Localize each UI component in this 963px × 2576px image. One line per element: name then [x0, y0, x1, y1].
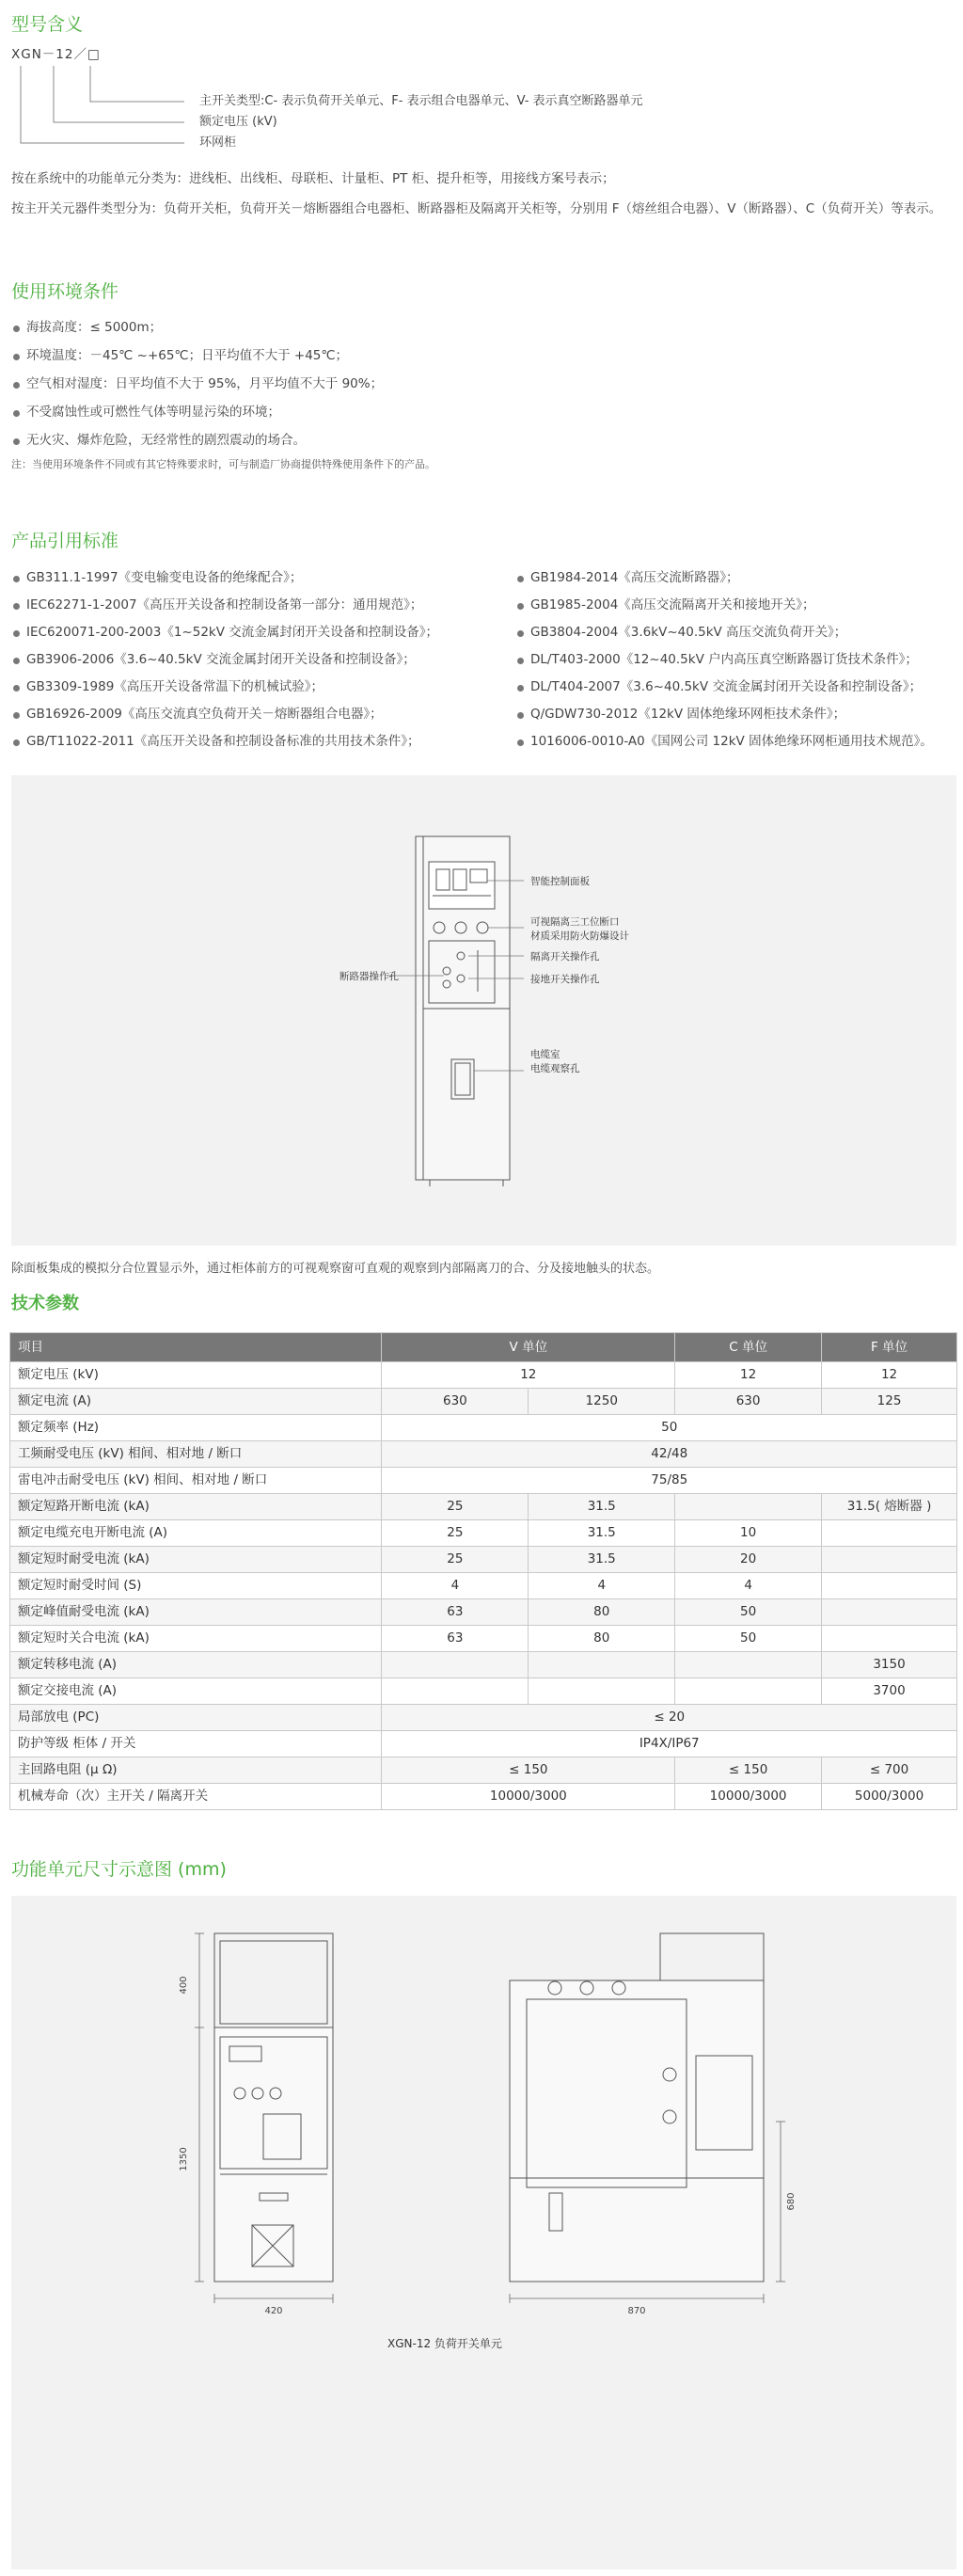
section-title-model: 型号含义: [11, 14, 84, 35]
tech-table-row: [10, 1573, 957, 1599]
tech-cell: 1250: [529, 1389, 675, 1415]
tech-row-label: 额定电缆充电开断电流 (A): [10, 1520, 382, 1547]
model-para-function: 按在系统中的功能单元分类为：进线柜、出线柜、母联柜、计量柜、PT 柜、提升柜等，用接线方案号表示；: [11, 171, 615, 186]
standard-item: DL/T404-2007《3.6~40.5kV 交流金属封闭开关设备和控制设备》；: [515, 677, 933, 705]
tech-row-label: 额定短路开断电流 (kA): [10, 1494, 382, 1520]
label-cable-hole: 电缆观察孔: [530, 1063, 580, 1074]
tech-cell: IP4X/IP67: [382, 1731, 957, 1757]
dimension-drawings: [11, 1896, 956, 2569]
tech-cell: [675, 1652, 822, 1678]
tech-cell: 50: [675, 1626, 822, 1652]
standard-item: GB3309-1989《高压开关设备常温下的机械试验》；: [11, 677, 438, 705]
tech-row-label: 主回路电阻 (μ Ω): [10, 1757, 382, 1784]
tech-cell: 630: [675, 1389, 822, 1415]
tech-cell: [822, 1573, 957, 1599]
label-breaker-hole: 断路器操作孔: [339, 971, 399, 982]
tech-cell: 10: [675, 1520, 822, 1547]
tech-cell: 25: [382, 1494, 529, 1520]
tech-cell: 10000/3000: [382, 1784, 675, 1810]
tech-table-row: [10, 1626, 957, 1652]
tech-row-label: 机械寿命（次）主开关 / 隔离开关: [10, 1784, 382, 1810]
front-cabinet-drawing: [11, 775, 956, 1246]
tech-cell: [529, 1678, 675, 1705]
standard-item: IEC62271-1-2007《高压开关设备和控制设备第一部分：通用规范》；: [11, 596, 438, 623]
tech-cell: 4: [529, 1573, 675, 1599]
standard-item: IEC620071-200-2003《1~52kV 交流金属封闭开关设备和控制设备》；: [11, 623, 438, 650]
standard-item: GB/T11022-2011《高压开关设备和控制设备标准的共用技术条件》；: [11, 732, 438, 759]
front-main-body: [214, 2027, 333, 2282]
tech-table-row: [10, 1547, 957, 1573]
tech-cell: 31.5( 熔断器 ): [822, 1494, 957, 1520]
tech-cell: ≤ 20: [382, 1705, 957, 1731]
model-line-switch-type: 主开关类型:C- 表示负荷开关单元、F- 表示组合电器单元、V- 表示真空断路器单元: [199, 94, 643, 108]
label-earth-switch: 接地开关操作孔: [530, 974, 600, 985]
tech-cell: 42/48: [382, 1441, 957, 1468]
tech-table-row: [10, 1599, 957, 1626]
section-title-tech: 技术参数: [11, 1294, 79, 1313]
section-title-dims: 功能单元尺寸示意图 (mm): [11, 1859, 227, 1880]
tech-row-label: 额定短时耐受时间 (S): [10, 1573, 382, 1599]
tech-cell: 10000/3000: [675, 1784, 822, 1810]
tech-row-label: 防护等级 柜体 / 开关: [10, 1731, 382, 1757]
tech-header-cell: 项目: [10, 1333, 382, 1362]
standard-item: GB3804-2004《3.6kV~40.5kV 高压交流负荷开关》；: [515, 623, 933, 650]
tech-cell: [822, 1626, 957, 1652]
tech-row-label: 局部放电 (PC): [10, 1705, 382, 1731]
standard-item: DL/T403-2000《12~40.5kV 户内高压真空断路器订货技术条件》；: [515, 650, 933, 677]
tech-cell: 4: [675, 1573, 822, 1599]
tech-row-label: 工频耐受电压 (kV) 相间、相对地 / 断口: [10, 1441, 382, 1468]
label-smart-panel: 智能控制面板: [530, 876, 590, 887]
standard-item: GB311.1-1997《变电输变电设备的绝缘配合》；: [11, 568, 438, 596]
env-note: 注：当使用环境条件不同或有其它特殊要求时，可与制造厂协商提供特殊使用条件下的产品。: [11, 458, 435, 470]
standard-item: GB1984-2014《高压交流断路器》；: [515, 568, 933, 596]
tech-cell: 31.5: [529, 1520, 675, 1547]
standards-list-left: [11, 568, 438, 759]
env-item: 环境温度：－45℃ ~+65℃；日平均值不大于 +45℃；: [11, 346, 383, 374]
tech-table-row: [10, 1784, 957, 1810]
standard-item: 1016006-0010-A0《国网公司 12kV 固体绝缘环网柜通用技术规范》。: [515, 732, 933, 759]
tech-cell: 50: [675, 1599, 822, 1626]
env-item: 海拔高度：≤ 5000m；: [11, 318, 383, 346]
front-top-box: [214, 1933, 333, 2027]
tech-cell: 12: [822, 1362, 957, 1389]
tech-header-cell: F 单位: [822, 1333, 957, 1362]
tech-row-label: 额定电压 (kV): [10, 1362, 382, 1389]
tech-cell: 630: [382, 1389, 529, 1415]
model-line-voltage: 额定电压 (kV): [199, 115, 277, 129]
tech-cell: 4: [382, 1573, 529, 1599]
label-window-2: 材质采用防火防爆设计: [530, 930, 629, 942]
tech-row-label: 额定电流 (A): [10, 1389, 382, 1415]
tech-cell: 12: [675, 1362, 822, 1389]
tech-table-row: [10, 1520, 957, 1547]
tech-cell: [382, 1678, 529, 1705]
model-para-type: 按主开关元器件类型分为：负荷开关柜，负荷开关－熔断器组合电器柜、断路器柜及隔离开关柜等，分别用 F（熔丝组合电器）、V（断路器）、C（负荷开关）等表示。: [11, 201, 942, 216]
dims-caption: XGN-12 负荷开关单元: [387, 2337, 502, 2350]
dim-400-label: 400: [179, 1976, 189, 1995]
tech-row-label: 额定频率 (Hz): [10, 1415, 382, 1441]
dim-1350-label: 1350: [179, 2147, 189, 2171]
tech-table-row: [10, 1468, 957, 1494]
standards-list-right: [515, 568, 933, 759]
front-diagram-panel: [11, 775, 956, 1246]
tech-cell: [822, 1547, 957, 1573]
tech-cell: [382, 1652, 529, 1678]
tech-cell: 63: [382, 1599, 529, 1626]
tech-cell: 12: [382, 1362, 675, 1389]
tech-header-cell: C 单位: [675, 1333, 822, 1362]
tech-cell: ≤ 150: [382, 1757, 675, 1784]
tech-table-header: [10, 1333, 957, 1362]
tech-table-row: [10, 1757, 957, 1784]
label-iso-switch: 隔离开关操作孔: [530, 951, 600, 962]
tech-cell: ≤ 150: [675, 1757, 822, 1784]
model-code-bracket-lines: [19, 64, 207, 154]
tech-table-row: [10, 1494, 957, 1520]
env-list: [11, 318, 383, 459]
tech-cell: [529, 1652, 675, 1678]
env-item: 无火灾、爆炸危险，无经常性的剧烈震动的场合。: [11, 431, 383, 459]
tech-cell: 80: [529, 1599, 675, 1626]
tech-row-label: 雷电冲击耐受电压 (kV) 相间、相对地 / 断口: [10, 1468, 382, 1494]
label-cable-room: 电缆室: [530, 1049, 560, 1060]
tech-cell: 25: [382, 1547, 529, 1573]
dim-870-label: 870: [627, 2306, 646, 2316]
tech-table-row: [10, 1652, 957, 1678]
tech-cell: [675, 1494, 822, 1520]
tech-cell: 25: [382, 1520, 529, 1547]
tech-cell: 31.5: [529, 1547, 675, 1573]
model-line-ring: 环网柜: [199, 135, 237, 150]
tech-table-row: [10, 1678, 957, 1705]
tech-table-row: [10, 1705, 957, 1731]
standard-item: Q/GDW730-2012《12kV 固体绝缘环网柜技术条件》；: [515, 705, 933, 732]
tech-cell: 50: [382, 1415, 957, 1441]
tech-cell: 75/85: [382, 1468, 957, 1494]
tech-table: [9, 1332, 957, 1810]
tech-row-label: 额定交接电流 (A): [10, 1678, 382, 1705]
tech-cell: 3150: [822, 1652, 957, 1678]
tech-table-row: [10, 1389, 957, 1415]
tech-cell: [675, 1678, 822, 1705]
side-top-box: [660, 1933, 764, 1980]
tech-row-label: 额定短时耐受电流 (kA): [10, 1547, 382, 1573]
tech-table-row: [10, 1362, 957, 1389]
tech-header-cell: V 单位: [382, 1333, 675, 1362]
tech-cell: [822, 1520, 957, 1547]
tech-cell: 20: [675, 1547, 822, 1573]
front-diagram-caption: 除面板集成的模拟分合位置显示外，通过柜体前方的可视观察窗可直观的观察到内部隔离刀的合、分及接地触头的状态。: [11, 1262, 660, 1276]
tech-row-label: 额定峰值耐受电流 (kA): [10, 1599, 382, 1626]
tech-row-label: 额定转移电流 (A): [10, 1652, 382, 1678]
dims-panel: [11, 1896, 956, 2569]
dim-420-label: 420: [264, 2306, 283, 2316]
tech-cell: 31.5: [529, 1494, 675, 1520]
standard-item: GB1985-2004《高压交流隔离开关和接地开关》；: [515, 596, 933, 623]
section-title-standards: 产品引用标准: [11, 531, 119, 551]
env-item: 空气相对湿度：日平均值不大于 95%，月平均值不大于 90%；: [11, 374, 383, 403]
dim-680-label: 680: [786, 2192, 797, 2211]
standard-item: GB16926-2009《高压交流真空负荷开关－熔断器组合电器》；: [11, 705, 438, 732]
tech-cell: 63: [382, 1626, 529, 1652]
label-window-1: 可视隔离三工位断口: [530, 916, 620, 928]
front-top-inner: [220, 1941, 327, 2024]
tech-table-row: [10, 1441, 957, 1468]
tech-cell: 125: [822, 1389, 957, 1415]
tech-table-row: [10, 1415, 957, 1441]
env-item: 不受腐蚀性或可燃性气体等明显污染的环境；: [11, 403, 383, 431]
tech-cell: 80: [529, 1626, 675, 1652]
standard-item: GB3906-2006《3.6~40.5kV 交流金属封闭开关设备和控制设备》；: [11, 650, 438, 677]
side-main-body: [510, 1980, 764, 2282]
tech-cell: 5000/3000: [822, 1784, 957, 1810]
tech-table-row: [10, 1731, 957, 1757]
tech-cell: 3700: [822, 1678, 957, 1705]
section-title-env: 使用环境条件: [11, 281, 119, 302]
tech-row-label: 额定短时关合电流 (kA): [10, 1626, 382, 1652]
model-code: XGN－12／□: [11, 47, 101, 62]
tech-cell: ≤ 700: [822, 1757, 957, 1784]
tech-cell: [822, 1599, 957, 1626]
